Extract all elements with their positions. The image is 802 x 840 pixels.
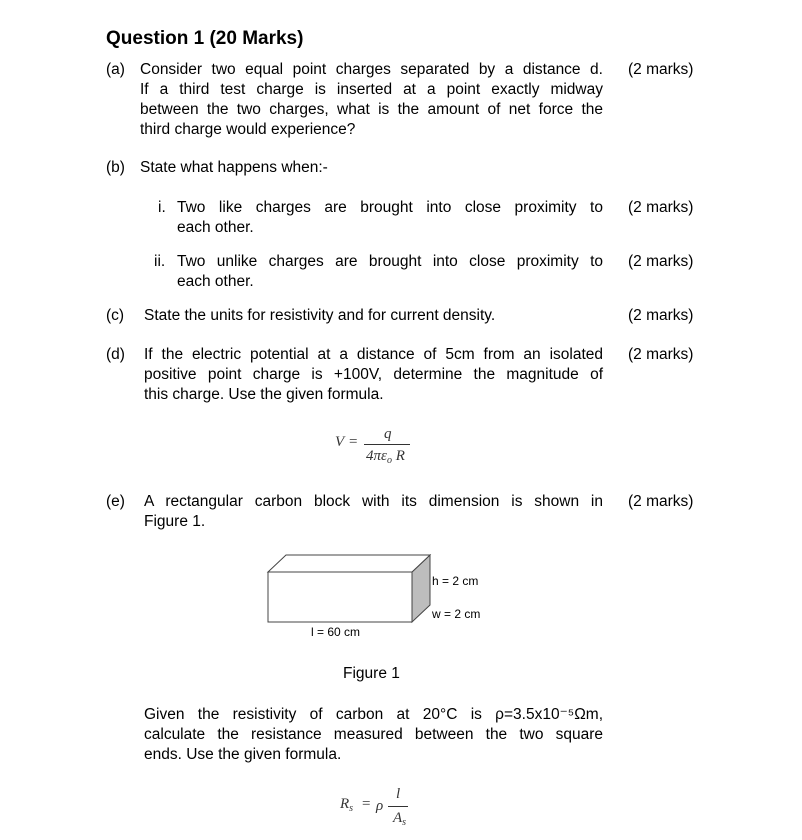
part-e-text	[144, 492, 603, 532]
question-title: Question 1 (20 Marks)	[106, 28, 304, 49]
part-a-marks: (2 marks)	[628, 61, 694, 78]
formula-d-numerator: q	[384, 426, 392, 442]
formula-e-denominator: $A_s$	[393, 810, 407, 828]
part-b-ii-label: ii.	[154, 253, 166, 270]
block-front-face	[268, 572, 412, 622]
part-c-marks: (2 marks)	[628, 307, 694, 324]
part-b-i-label: i.	[158, 199, 166, 216]
potential-formula	[330, 424, 420, 470]
part-b-ii-line: Two unlike charges are brought into close proximity to	[177, 253, 603, 270]
part-b-ii-marks: (2 marks)	[628, 253, 694, 270]
part-d-marks: (2 marks)	[628, 346, 694, 363]
given-line: ends. Use the given formula.	[144, 746, 342, 763]
fraction-bar	[364, 444, 410, 445]
length-label: l = 60 cm	[311, 625, 361, 639]
part-c-label: (c)	[106, 307, 125, 324]
figure-caption: Figure 1	[343, 665, 400, 682]
height-label: h = 2 cm	[432, 574, 479, 588]
part-b-ii-line: each other.	[177, 273, 254, 290]
part-d-line: positive point charge is +100V, determine the magnitude of	[144, 366, 603, 383]
formula-e-rho: ρ	[376, 798, 384, 814]
part-d-line: this charge. Use the given formula.	[144, 386, 384, 403]
part-e-line: A rectangular carbon block with its dimension is shown in	[144, 493, 603, 510]
formula-d-eq: =	[349, 434, 358, 450]
formula-e-eq: =	[362, 796, 371, 812]
carbon-block-figure	[262, 548, 442, 630]
part-e-label: (e)	[106, 493, 125, 510]
formula-d-denominator: $4\pi\varepsilon_o$ R	[366, 448, 405, 466]
part-c-text: State the units for resistivity and for current density.	[144, 307, 496, 324]
part-a-line: If a third test charge is inserted at a point exactly midway	[140, 81, 603, 98]
block-top-face	[268, 555, 430, 572]
given-text	[144, 705, 603, 765]
part-b-label: (b)	[106, 159, 125, 176]
part-b-i-text	[177, 198, 603, 218]
given-line: calculate the resistance measured between the two square	[144, 726, 603, 743]
part-e-line: Figure 1.	[144, 513, 206, 530]
fraction-bar	[388, 806, 408, 807]
part-d-line: If the electric potential at a distance of 5cm from an isolated	[144, 346, 603, 363]
formula-e-lhs: $R_s$	[340, 796, 354, 814]
formula-e-numerator: l	[396, 786, 401, 802]
width-label: w = 2 cm	[432, 607, 481, 621]
part-a-line: Consider two equal point charges separated by a distance d.	[140, 61, 603, 78]
part-b-i-line: each other.	[177, 219, 254, 236]
part-a-label: (a)	[106, 61, 125, 78]
resistance-formula	[336, 782, 426, 836]
part-b-i-marks: (2 marks)	[628, 199, 694, 216]
part-a-text	[140, 60, 603, 140]
part-a-line: third charge would experience?	[140, 121, 356, 138]
part-b-text: State what happens when:-	[140, 159, 328, 176]
given-line: Given the resistivity of carbon at 20°C is ρ=3.5x10⁻⁵Ωm,	[144, 706, 603, 723]
formula-d-lhs: V	[335, 434, 345, 450]
part-d-text	[144, 345, 603, 405]
part-a-line: between the two charges, what is the amount of net force the	[140, 101, 603, 118]
part-d-label: (d)	[106, 346, 125, 363]
part-e-marks: (2 marks)	[628, 493, 694, 510]
part-b-i-line: Two like charges are brought into close proximity to	[177, 199, 603, 216]
part-b-ii-text	[177, 252, 603, 272]
